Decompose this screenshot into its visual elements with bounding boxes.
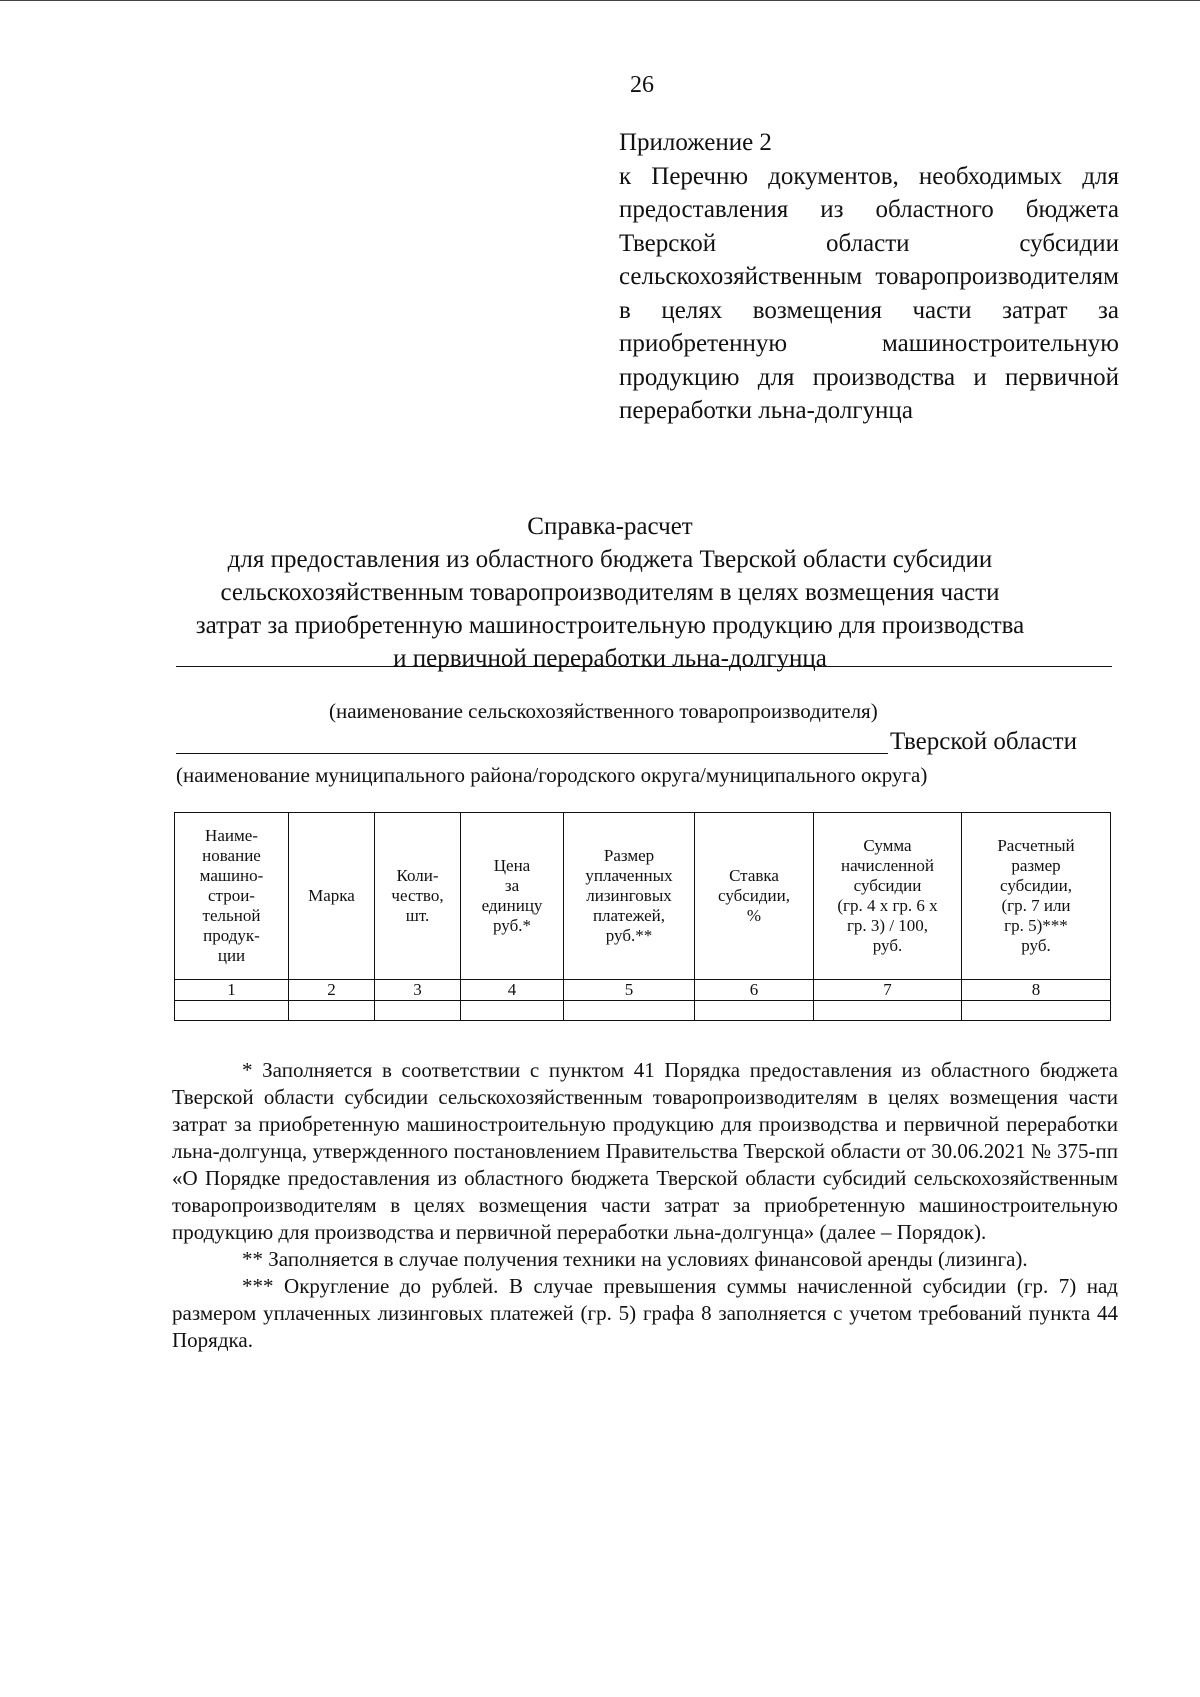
column-header-line: руб. xyxy=(1021,936,1051,955)
table-cell xyxy=(564,1001,695,1021)
table-cell xyxy=(375,1001,461,1021)
table-cell xyxy=(289,1001,375,1021)
column-header-line: лизинговых xyxy=(586,886,672,905)
column-header-line: (гр. 4 х гр. 6 х xyxy=(837,896,938,915)
footnote-2: ** Заполняется в случае получения техники на условиях финансовой аренды (лизинга). xyxy=(242,1247,1028,1271)
column-header-line: Сумма xyxy=(863,836,912,855)
column-header-line: строи- xyxy=(208,886,255,905)
column-header-line: размер xyxy=(1011,856,1061,875)
column-header-line: руб. xyxy=(872,936,903,955)
column-header xyxy=(375,813,461,980)
document-title: Справка-расчет xyxy=(527,513,693,540)
column-header xyxy=(814,813,962,980)
column-number: 4 xyxy=(461,980,564,1001)
column-header-line: машино- xyxy=(199,866,264,885)
column-header xyxy=(962,813,1111,980)
table-cell xyxy=(695,1001,814,1021)
column-header xyxy=(564,813,695,980)
municipality-name-line xyxy=(176,726,888,754)
column-header-line: Расчетный xyxy=(997,836,1075,855)
column-header-line: субсидии, xyxy=(718,886,790,905)
scan-edge-line xyxy=(0,0,1200,1)
table-row xyxy=(175,1001,1111,1021)
document-subtitle-line-4: и первичной переработки льна-долгунца xyxy=(393,645,827,672)
column-header-line: Ставка xyxy=(729,866,779,885)
column-header-line: Размер xyxy=(603,846,655,865)
column-header-line: единицу xyxy=(481,896,543,915)
column-header-line: платежей, xyxy=(592,906,666,925)
document-heading xyxy=(150,510,1070,675)
table-cell xyxy=(814,1001,962,1021)
column-header-line: гр. 5)*** xyxy=(1004,916,1068,935)
producer-name-line xyxy=(176,666,1112,667)
column-number: 2 xyxy=(289,980,375,1001)
column-header-line: Коли- xyxy=(396,866,439,885)
column-number: 1 xyxy=(175,980,289,1001)
column-header-line: ции xyxy=(217,946,246,965)
column-header-line: Марка xyxy=(308,886,355,905)
column-header-line: руб.** xyxy=(605,926,653,945)
footnote-1: * Заполняется в соответствии с пунктом 41 Порядка предоставления из областного бюджета Тверской области субсидии сельскохозяйственным товаропроизводителям в целях возмещения части затрат за приобретенную машиностроительную продукцию для производства и первичной переработки льна-долгунца, утвержденного постановлением Правительства Тверской области от 30.06.2021 № 375-пп «О Порядке предоставления из областного бюджета Тверской области субсидий сельскохозяйственным товаропроизводителям в целях возмещения части затрат за приобретенную машиностроительную продукцию для производства и первичной переработки льна-долгунца» (далее – Порядок). xyxy=(172,1058,1118,1244)
appendix-block xyxy=(619,126,1119,428)
table-cell xyxy=(175,1001,289,1021)
column-header-line: уплаченных xyxy=(585,866,673,885)
producer-caption: (наименование сельскохозяйственного товаропроизводителя) xyxy=(329,699,878,723)
column-header-line: чество, xyxy=(391,886,444,905)
municipality-caption: (наименование муниципального района/городского округа/муниципального округа) xyxy=(176,763,928,787)
column-header-line: гр. 3) / 100, xyxy=(846,916,929,935)
table-header-row xyxy=(175,813,1111,980)
region-suffix: Тверской области xyxy=(890,728,1077,755)
column-number: 3 xyxy=(375,980,461,1001)
column-header-line: шт. xyxy=(405,906,430,925)
column-header-line: субсидии, xyxy=(1000,876,1072,895)
document-subtitle-line-1: для предоставления из областного бюджета Тверской области субсидии xyxy=(227,546,993,573)
column-header xyxy=(175,813,289,980)
column-header-line: субсидии xyxy=(853,876,922,895)
column-header-line: продук- xyxy=(203,926,260,945)
table-cell xyxy=(962,1001,1111,1021)
column-header xyxy=(461,813,564,980)
footnote-3: *** Округление до рублей. В случае превышения суммы начисленной субсидии (гр. 7) над размером уплаченных лизинговых платежей (гр. 5) графа 8 заполняется с учетом требований пункта 44 Порядка. xyxy=(172,1274,1118,1352)
appendix-title: Приложение 2 xyxy=(619,129,772,156)
column-header-line: начисленной xyxy=(841,856,934,875)
column-header xyxy=(695,813,814,980)
page-number: 26 xyxy=(630,72,654,98)
column-header-line: % xyxy=(746,906,762,925)
column-header-line: руб.* xyxy=(493,916,531,935)
column-header-line: Наиме- xyxy=(205,826,258,845)
appendix-body: к Перечню документов, необходимых для предоставления из областного бюджета Тверской области субсидии сельскохозяйственным товаропроизводителям в целях возмещения части затрат за приобретенную машиностроительную продукцию для производства и первичной переработки льна-долгунца xyxy=(619,162,1119,424)
column-header-line: за xyxy=(504,876,520,895)
footnotes xyxy=(172,1057,1118,1354)
table-cell xyxy=(461,1001,564,1021)
column-header xyxy=(289,813,375,980)
column-header-line: (гр. 7 или xyxy=(1001,896,1071,915)
column-number: 8 xyxy=(962,980,1111,1001)
column-header-line: тельной xyxy=(202,906,261,925)
document-subtitle-line-3: затрат за приобретенную машиностроительную продукцию для производства xyxy=(195,612,1025,639)
document-subtitle-line-2: сельскохозяйственным товаропроизводителям в целях возмещения части xyxy=(220,579,1000,606)
column-header-line: нование xyxy=(202,846,261,865)
column-number: 5 xyxy=(564,980,695,1001)
column-number: 7 xyxy=(814,980,962,1001)
column-number: 6 xyxy=(695,980,814,1001)
calculation-table xyxy=(174,812,1111,1021)
column-header-line: Цена xyxy=(493,856,531,875)
column-number-row xyxy=(175,980,1111,1001)
